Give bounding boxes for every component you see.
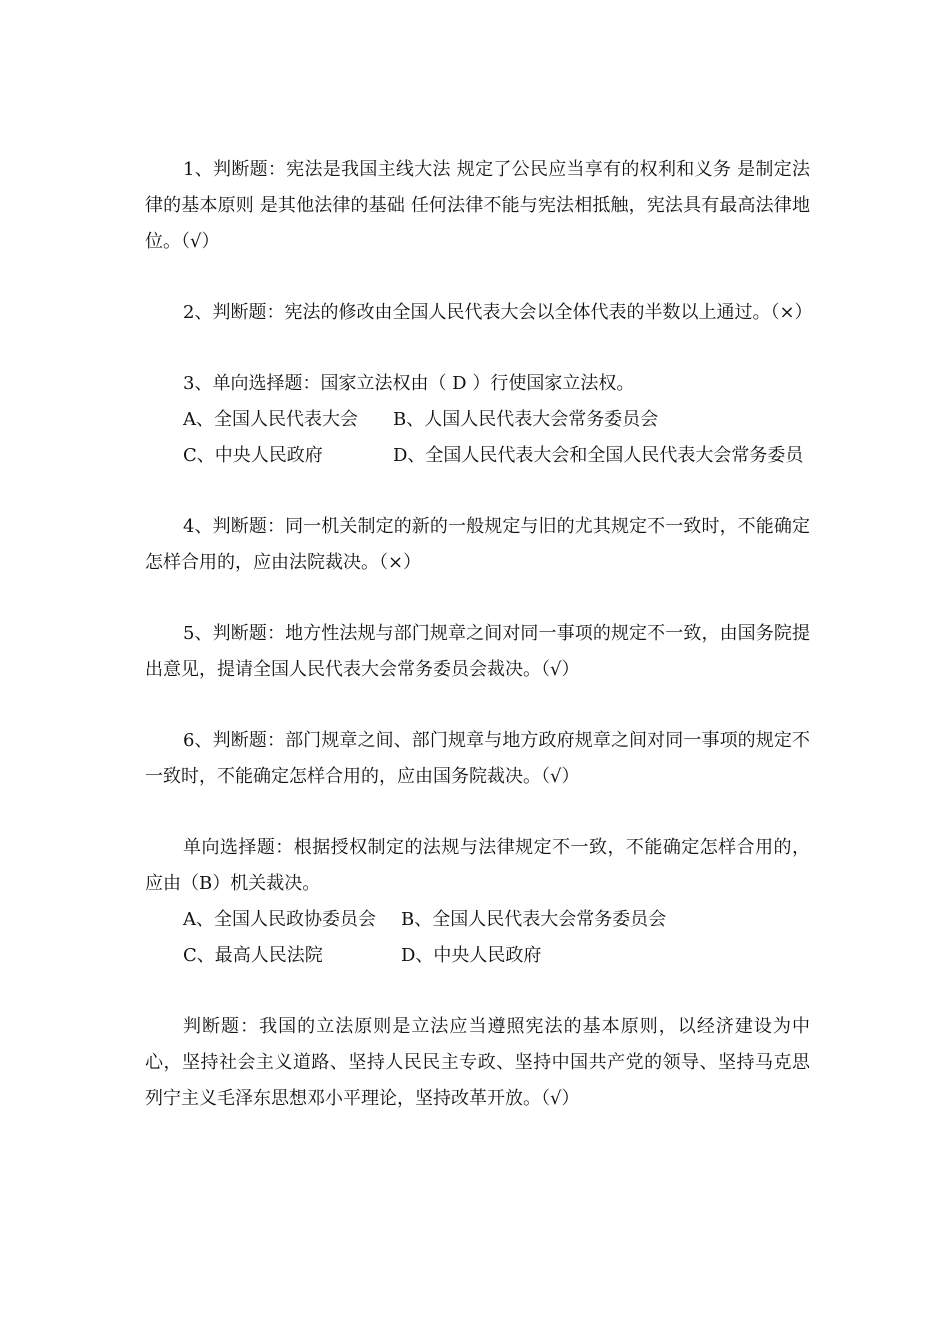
- options-row-ab: [145, 902, 810, 938]
- document-body: [145, 152, 813, 1152]
- question-8: [145, 1009, 810, 1117]
- question-text: 4、判断题：同一机关制定的新的一般规定与旧的尤其规定不一致时，不能确定怎样合用的，应由法院裁决。（×）: [145, 516, 810, 573]
- option-a: A、全国人民代表大会: [183, 409, 358, 430]
- question-text: 5、判断题：地方性法规与部门规章之间对同一事项的规定不一致，由国务院提出意见，提请全国人民代表大会常务委员会裁决。（√）: [145, 623, 810, 680]
- question-5: [145, 616, 810, 688]
- question-text: 判断题：我国的立法原则是立法应当遵照宪法的基本原则，以经济建设为中心，坚持社会主义道路、坚持人民民主专政、坚持中国共产党的领导、坚持马克思列宁主义毛泽东思想邓小平理论，坚持改革开放。（√）: [145, 1016, 810, 1109]
- option-d: D、中央人民政府: [401, 945, 542, 966]
- option-a: A、全国人民政协委员会: [183, 909, 376, 930]
- option-c: C、最高人民法院: [183, 945, 323, 966]
- question-4: [145, 509, 810, 581]
- question-3: [145, 366, 810, 474]
- question-text: 2、判断题：宪法的修改由全国人民代表大会以全体代表的半数以上通过。（×）: [183, 302, 813, 323]
- question-text: 1、判断题：宪法是我国主线大法 规定了公民应当享有的权利和义务 是制定法律的基本原则 是其他法律的基础 任何法律不能与宪法相抵触，宪法具有最高法律地位。（√）: [145, 159, 810, 252]
- options-row-ab: [145, 402, 810, 438]
- option-d: D、全国人民代表大会和全国人民代表大会常务委员: [393, 445, 804, 466]
- question-2: [145, 295, 813, 331]
- question-text: 6、判断题：部门规章之间、部门规章与地方政府规章之间对同一事项的规定不一致时，不能确定怎样合用的，应由国务院裁决。（√）: [145, 730, 810, 787]
- question-6: [145, 723, 810, 795]
- option-c: C、中央人民政府: [183, 445, 323, 466]
- options-row-cd: [145, 938, 810, 974]
- option-b: B、人国人民代表大会常务委员会: [393, 409, 659, 430]
- question-text: 单向选择题：根据授权制定的法规与法律规定不一致，不能确定怎样合用的，应由（B）机关裁决。: [145, 837, 810, 894]
- question-text: 3、单向选择题：国家立法权由（ D ）行使国家立法权。: [183, 373, 635, 394]
- option-b: B、全国人民代表大会常务委员会: [401, 909, 667, 930]
- question-7: [145, 830, 810, 974]
- question-1: [145, 152, 810, 260]
- options-row-cd: [145, 438, 810, 474]
